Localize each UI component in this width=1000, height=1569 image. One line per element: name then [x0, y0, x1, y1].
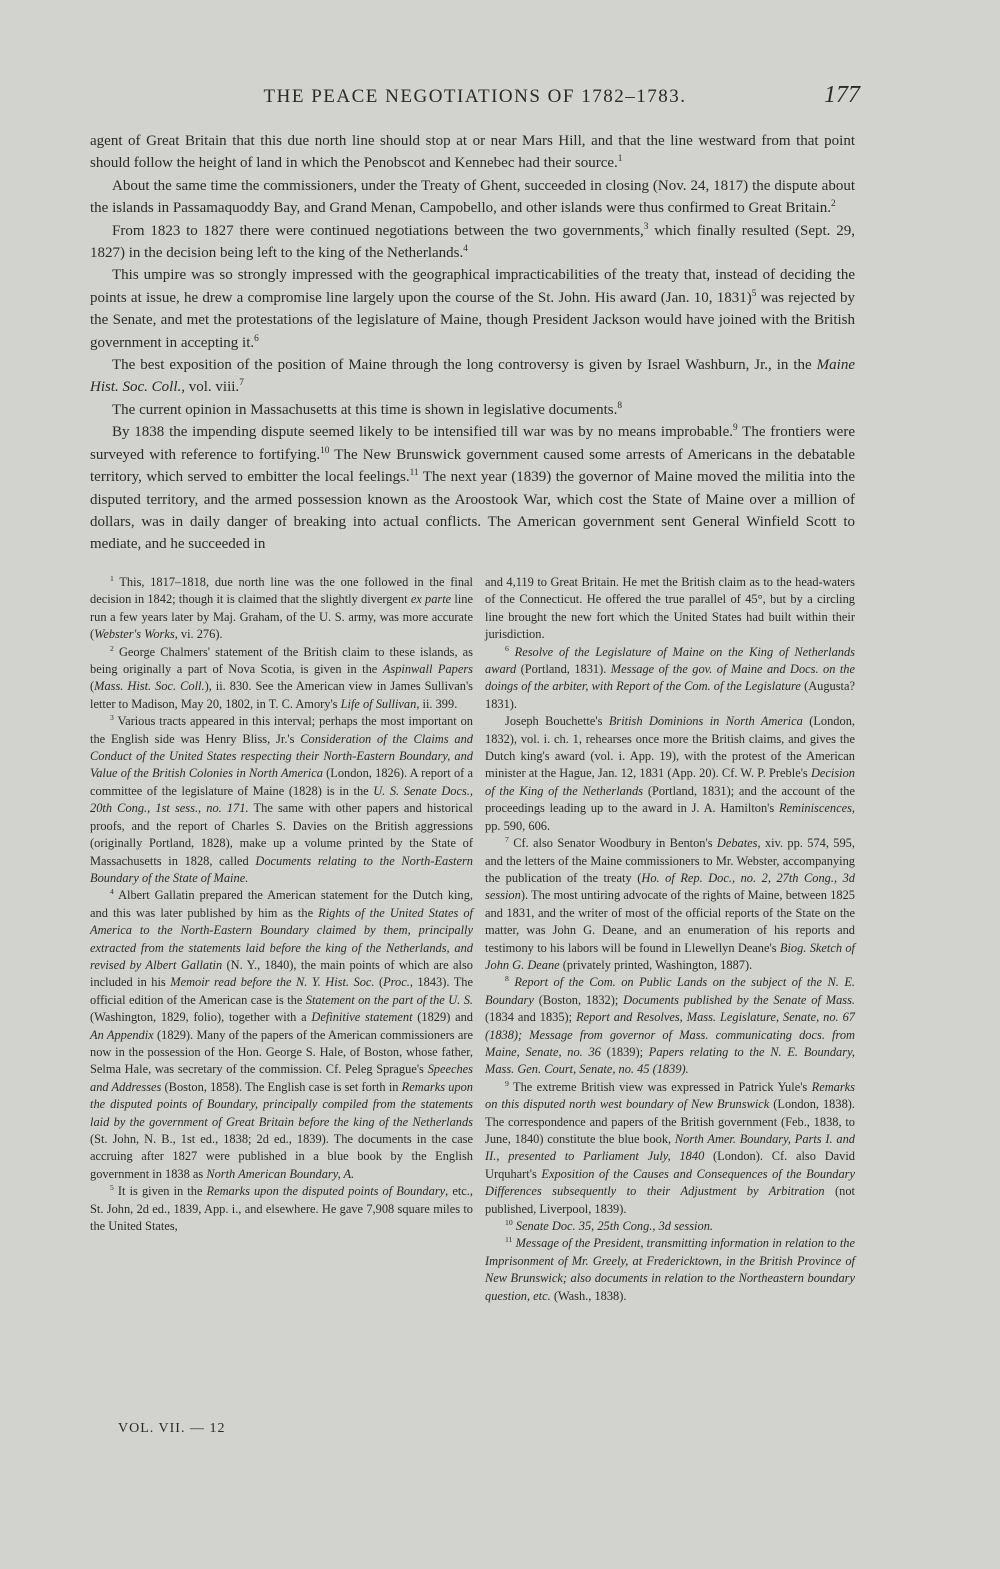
page-header — [90, 82, 860, 120]
footnotes — [90, 574, 855, 1305]
footnote-6-paragraph-2: Joseph Bouchette's British Dominions in North America (London, 1832), vol. i. ch. 1, rehearses once more the British claims, and gives the Dutch king's award (vol. i. App. 19), with the protest of the American minister at the Hague, Jan. 12, 1831 (App. 20). Cf. W. P. Preble's Decision of the King of the Netherlands (Portland, 1831); and the account of the proceedings leading up to the award in J. A. Hamilton's Reminiscences, pp. 590, 606. — [485, 714, 855, 833]
footnote-11: $^{11}$ Message of the President, transmitting information in relation to the Imprisonment of Mr. Greely, at Fredericktown, in the British Province of New Brunswick; also documents in relation to the Northeastern boundary question, etc. (Wash., 1838). — [485, 1235, 855, 1303]
footnote-column-left — [90, 574, 473, 1305]
running-title: THE PEACE NEGOTIATIONS OF 1782–1783. — [263, 86, 687, 107]
footnote-8: $^8$ Report of the Com. on Public Lands on the subject of the N. E. Boundary (Boston, 1832); Documents published by the Senate of Mass. (1834 and 1835); Report and Resolves, Mass. Legislature, Senate, no. 67 (1838); Message from governor of Mass. communicating docs. from Maine, Senate, no. 36 (1839); Papers relating to the N. E. Boundary, Mass. Gen. Court, Senate, no. 45 (1839). — [485, 974, 855, 1077]
footnote-10: $^{10}$ Senate Doc. 35, 25th Cong., 3d session. — [505, 1217, 713, 1234]
paragraph: The best exposition of the position of Maine through the long controversy is given by Israel Washburn, Jr., in the Maine Hist. Soc. Coll., vol. viii.$^7$ — [90, 357, 855, 396]
footnote-column-right — [485, 574, 855, 1305]
footnote-ref[interactable]: 3 — [643, 221, 649, 232]
footnote-ref[interactable]: 5 — [751, 288, 757, 299]
footnote-ref[interactable]: 2 — [830, 199, 836, 210]
footnote-7: $^7$ Cf. also Senator Woodbury in Benton's Debates, xiv. pp. 574, 595, and the letters of the Maine commissioners to Mr. Webster, accompanying the publication of the treaty (Ho. of Rep. Doc., no. 2, 27th Cong., 3d session). The most untiring advocate of the rights of Maine, between 1825 and 1831, and the writer of most of the official reports of the State on the matter, was John G. Deane, and an enumeration of his reports and testimony to his labors will be found in Llewellyn Deane's Biog. Sketch of John G. Deane (privately printed, Washington, 1887). — [485, 834, 855, 972]
footnote-ref[interactable]: 4 — [463, 244, 468, 255]
footnote-ref[interactable]: 8 — [617, 400, 622, 411]
paragraph: This umpire was so strongly impressed with the geographical impracticabilities of the treaty that, instead of deciding the points at issue, he drew a compromise line largely upon the course of the St. John. His award (Jan. 10, 1831)$^5$ was rejected by the Senate, and met the protestations of the legislature of Maine, though President Jackson would have joined with the British government in accepting it.$^6$ — [90, 267, 855, 351]
footnote-ref[interactable]: 7 — [239, 378, 244, 389]
footnote-6: $^6$ Resolve of the Legislature of Maine on the King of Netherlands award (Portland, 1831). Message of the gov. of Maine and Docs. on the doings of the arbiter, with Report of the Com. of the Legislature (Augusta? 1831). — [485, 643, 856, 711]
footnote-9: $^9$ The extreme British view was expressed in Patrick Yule's Remarks on this disputed north west boundary of New Brunswick (London, 1838). The correspondence and papers of the British government (Feb., 1838, to June, 1840) constitute the blue book, North Amer. Boundary, Parts I. and II., presented to Parliament July, 1840 (London). Cf. also David Urquhart's Exposition of the Causes and Consequences of the Boundary Differences subsequently to their Adjustment by Arbitration (not published, Liverpool, 1839). — [485, 1078, 856, 1216]
paragraph: From 1823 to 1827 there were continued negotiations between the two governments,$^3$ which finally resulted (Sept. 29, 1827) in the decision being left to the king of the Netherlands.$^4$ — [90, 221, 855, 262]
paragraph: By 1838 the impending dispute seemed likely to be intensified till war was by no means improbable.$^9$ The frontiers were surveyed with reference to fortifying.$^{10}$ The New Brunswick government caused some arrests of Americans in the debatable territory, which served to embitter the local feelings.$^{11}$ The next year (1839) the governor of Maine moved the militia into the disputed territory, and the armed possession known as the Aroostook War, which cost the State of Maine over a million of dollars, was in daily danger of breaking into actual conflicts. The American government sent General Winfield Scott to mediate, and he succeeded in — [90, 423, 856, 553]
footnote-5-continued: and 4,119 to Great Britain. He met the British claim as to the head-waters of the Connecticut. He offered the true parallel of 45°, but by a circling line brought the new fort which the United States had built within their jurisdiction. — [485, 575, 855, 642]
footnote-ref[interactable]: 6 — [254, 333, 259, 344]
paragraph: About the same time the commissioners, under the Treaty of Ghent, succeeded in closing (Nov. 24, 1817) the dispute about the islands in Passamaquoddy Bay, and Grand Menan, Campobello, and other islands were thus confirmed to Great Britain.$^2$ — [90, 177, 855, 217]
paragraph: The current opinion in Massachusetts at this time is shown in legislative documents.$^8$ — [112, 400, 622, 418]
footnote-ref[interactable]: 1 — [617, 154, 623, 165]
main-text — [90, 130, 855, 556]
footnote-2: $^2$ George Chalmers' statement of the British claim to these islands, as being originally a part of Nova Scotia, is given in the Aspinwall Papers (Mass. Hist. Soc. Coll.), ii. 830. See the American view in James Sullivan's letter to Madison, May 20, 1802, in T. C. Amory's Life of Sullivan, ii. 399. — [90, 643, 473, 711]
paragraph: agent of Great Britain that this due north line should stop at or near Mars Hill, and that the line westward from that point should follow the height of land in which the Penobscot and Kennebec had their source.$^1$ — [90, 133, 855, 172]
footnote-ref[interactable]: 10 — [320, 445, 330, 456]
signature-mark: VOL. VII. — 12 — [118, 1421, 226, 1436]
footnote-4: $^4$ Albert Gallatin prepared the American statement for the Dutch king, and this was later published by him as the Rights of the United States of America to the North-Eastern Boundary claimed by them, principally extracted from the statements laid before the king of the Netherlands, and revised by Albert Gallatin (N. Y., 1840), the main points of which are also included in his Memoir read before the N. Y. Hist. Soc. (Proc., 1843). The official edition of the American case is the Statement on the part of the U. S. (Washington, 1829, folio), together with a Definitive statement (1829) and An Appendix (1829). Many of the papers of the American commissioners are now in the possession of the Hon. George S. Hale, of Boston, whose father, Selma Hale, was secretary of the commission. Cf. Peleg Sprague's Speeches and Addresses (Boston, 1858). The English case is set forth in Remarks upon the disputed points of Boundary, principally compiled from the statements laid by the government of Great Britain before the king of the Netherlands (St. John, N. B., 1st ed., 1838; 2d ed., 1839). The documents in the case accruing after 1827 were published in a blue book by the English government in 1838 as North American Boundary, A. — [90, 887, 474, 1181]
footnote-5: $^5$ It is given in the Remarks upon the disputed points of Boundary, etc., St. John, 2d ed., 1839, App. i., and elsewhere. He gave 7,908 square miles to the United States, — [90, 1183, 473, 1234]
footnote-ref[interactable]: 11 — [409, 468, 419, 479]
footnote-3: $^3$ Various tracts appeared in this interval; perhaps the most important on the English side was Henry Bliss, Jr.'s Consideration of the Claims and Conduct of the United States respecting their North-Eastern Boundary, and Value of the British Colonies in North America (London, 1826). A report of a committee of the legislature of Maine (1828) is in the U. S. Senate Docs., 20th Cong., 1st sess., no. 171. The same with other papers and historical proofs, and the report of Charles S. Davies on the British aggressions (originally Portland, 1828), make up a volume printed by the State of Massachusetts in 1828, called Documents relating to the North-Eastern Boundary of the State of Maine. — [90, 713, 474, 885]
page-number: 177 — [824, 82, 860, 108]
footnote-1: $^1$ This, 1817–1818, due north line was the one followed in the final decision in 1842; though it is claimed that the slightly divergent ex parte line run a few years later by Maj. Graham, of the U. S. army, was more accurate (Webster's Works, vi. 276). — [90, 573, 473, 642]
footnote-ref[interactable]: 9 — [732, 423, 738, 434]
